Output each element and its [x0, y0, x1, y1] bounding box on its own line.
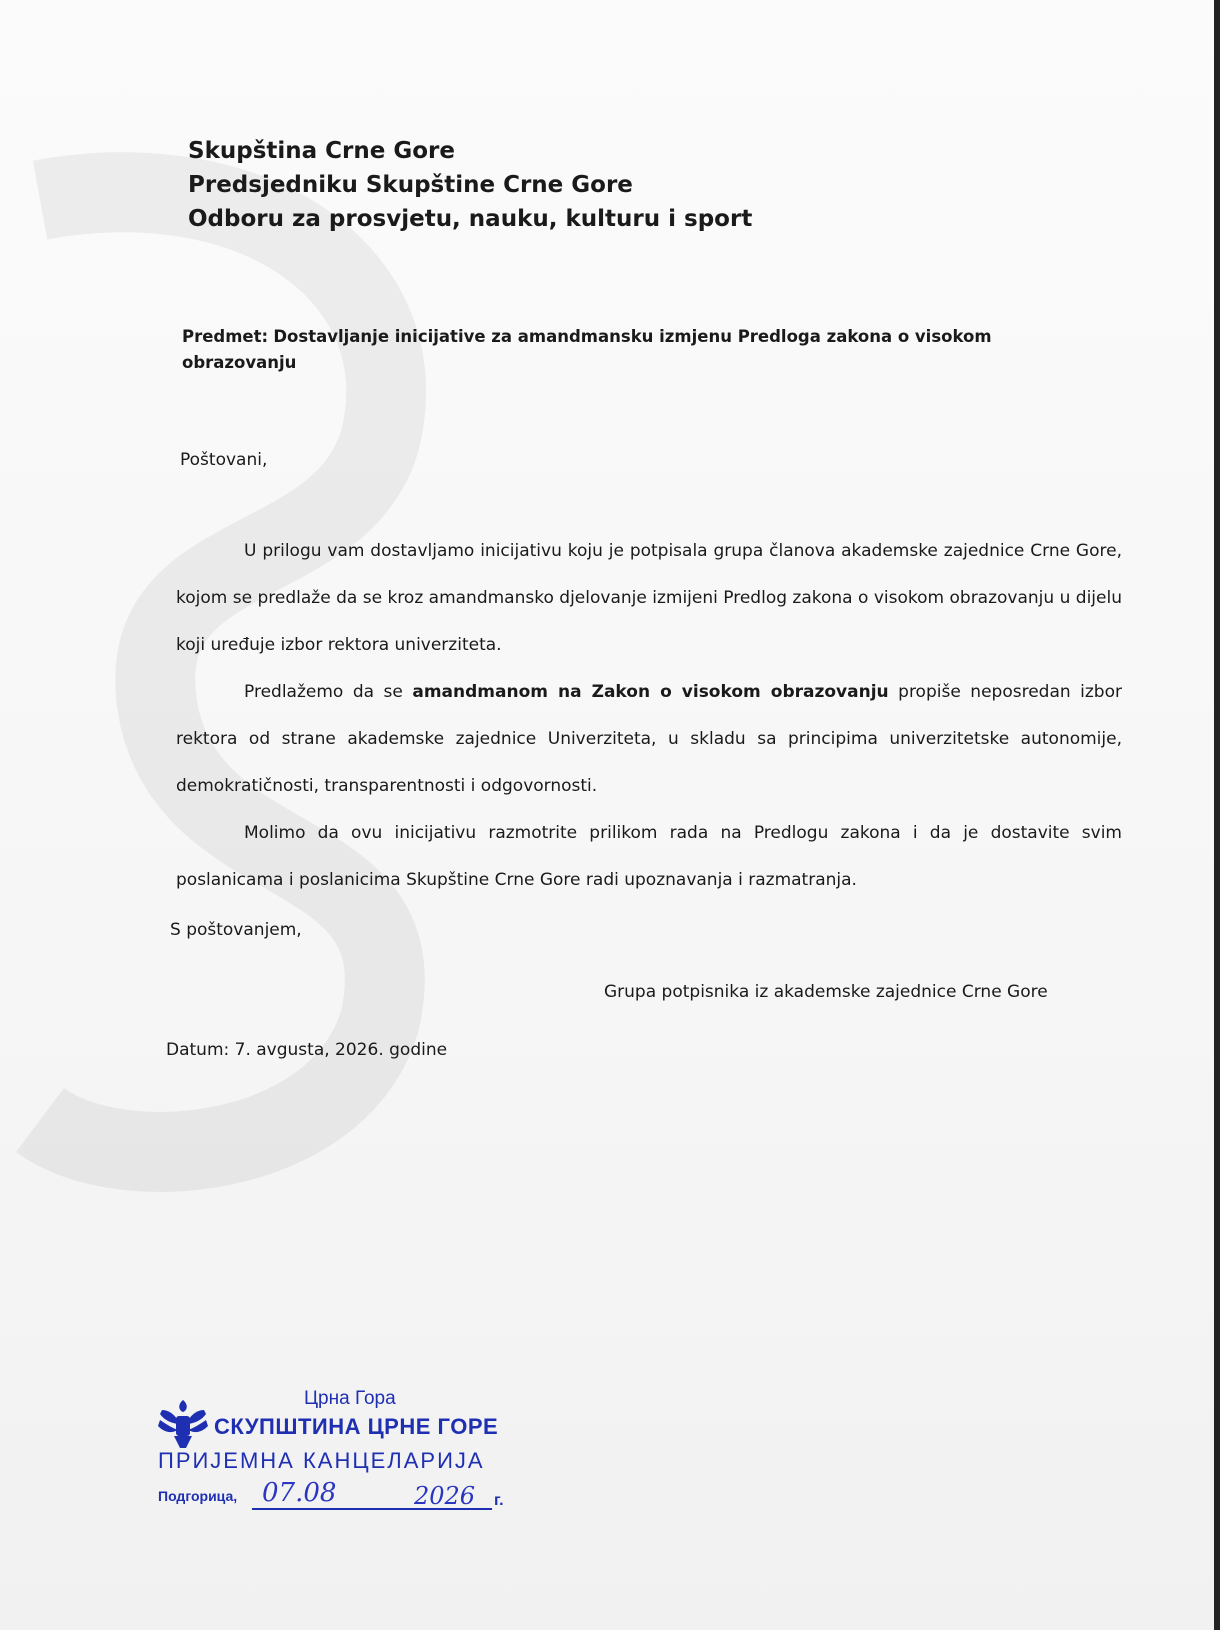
reception-stamp [154, 1388, 534, 1528]
addressee-line-1: Skupština Crne Gore [188, 138, 455, 164]
stamp-handwritten-date: 07.08 [262, 1478, 337, 1508]
addressee-line-2: Predsjedniku Skupštine Crne Gore [188, 172, 633, 198]
paragraph-1: U prilogu vam dostavljamo inicijativu koju je potpisala grupa članova akademske zajednice Crne Gore, kojom se predlaže da se kroz amandmansko djelovanje izmijeni Predlog zakona o visokom obrazovanju u dijelu koji uređuje izbor rektora univerziteta. [176, 541, 1122, 655]
paragraph-2-bold: amandmanom na Zakon o visokom obrazovanju [412, 682, 889, 702]
subject-line [182, 324, 1082, 376]
paragraph-3: Molimo da ovu inicijativu razmotrite prilikom rada na Predlogu zakona i da je dostavite svim poslanicama i poslanicima Skupštine Crne Gore radi upoznavanja i razmatranja. [176, 823, 1122, 890]
subject-text: Dostavljanje inicijative za amandmansku izmjenu Predloga zakona o visokom obrazovanju [182, 327, 992, 372]
coat-of-arms-icon [156, 1396, 210, 1450]
paragraph-2 [176, 669, 1122, 810]
paragraph-2-end: propiše neposredan izbor rektora od strane akademske zajednice Univerziteta, u skladu sa principima univerzitetske autonomije, demokratičnosti, transparentnosti i odgovornosti. [176, 682, 1122, 796]
subject-label: Predmet: [182, 327, 269, 346]
letter-body [176, 528, 1122, 904]
page-edge [1214, 0, 1220, 1630]
greeting: Poštovani, [180, 450, 268, 470]
paragraph-2-start: Predlažemo da se [244, 682, 413, 702]
signer: Grupa potpisnika iz akademske zajednice Crne Gore [604, 982, 1048, 1002]
stamp-handwritten-year: 2026 [414, 1482, 476, 1510]
stamp-country: Црна Гора [304, 1388, 396, 1409]
stamp-city: Подгорица, [158, 1488, 238, 1504]
closing: S poštovanjem, [170, 920, 302, 940]
addressee-block [188, 134, 752, 236]
date-line: Datum: 7. avgusta, 2026. godine [166, 1040, 448, 1060]
stamp-year-suffix: г. [494, 1492, 504, 1509]
stamp-office: ПРИЈЕМНА КАНЦЕЛАРИЈА [158, 1448, 485, 1473]
addressee-line-3: Odboru za prosvjetu, nauku, kulturu i sport [188, 206, 753, 232]
stamp-institution: СКУПШТИНА ЦРНЕ ГОРЕ [214, 1414, 499, 1439]
